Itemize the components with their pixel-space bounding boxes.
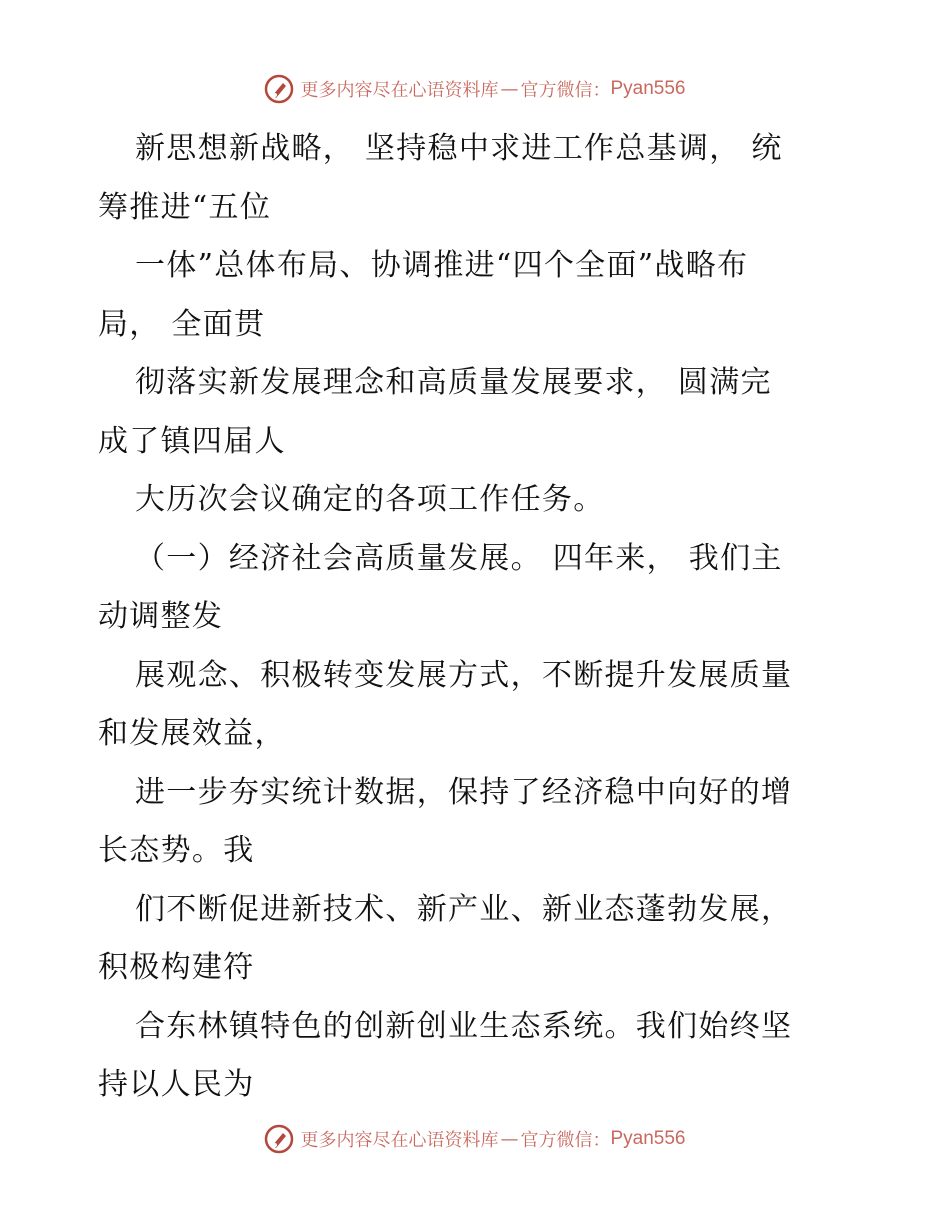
header-watermark — [0, 74, 950, 104]
watermark-account: Pyan556 — [610, 1128, 686, 1149]
paragraph-line: 合东林镇特色的创新创业生态系统。我们始终坚 — [135, 1008, 793, 1044]
paragraph-8 — [98, 881, 858, 998]
watermark-separator: — — [500, 78, 519, 100]
pen-logo-icon — [264, 74, 294, 104]
paragraph-line: 和发展效益， — [98, 716, 286, 751]
paragraph-line: 局， 全面贯 — [98, 306, 266, 342]
paragraph-4 — [98, 471, 858, 530]
paragraph-5 — [98, 530, 858, 647]
paragraph-line: 新思想新战略， 坚持稳中求进工作总基调， 统 — [135, 131, 783, 166]
paragraph-line: 筹推进“五位 — [98, 189, 272, 225]
paragraph-3 — [98, 354, 858, 471]
paragraph-line: 持以人民为 — [98, 1067, 255, 1102]
watermark-brand: 更多内容尽在心语资料库 — [300, 1130, 499, 1151]
paragraph-line: 大历次会议确定的各项工作任务。 — [135, 482, 605, 517]
paragraph-line: 动调整发 — [98, 599, 224, 634]
paragraph-1 — [98, 120, 858, 237]
watermark-separator: — — [500, 1128, 519, 1150]
paragraph-line: 成了镇四届人 — [98, 423, 286, 459]
pen-logo-icon — [264, 1124, 294, 1154]
watermark-account: Pyan556 — [610, 78, 686, 99]
paragraph-6 — [98, 647, 858, 764]
document-body — [98, 120, 858, 1115]
paragraph-line: 长态势。我 — [98, 833, 255, 868]
paragraph-line: 一体”总体布局、协调推进“四个全面”战略布 — [135, 248, 749, 283]
paragraph-line: 展观念、积极转变发展方式，不断提升发展质量 — [135, 657, 793, 693]
paragraph-line: 们不断促进新技术、新产业、新业态蓬勃发展， — [135, 891, 793, 927]
paragraph-2 — [98, 237, 858, 354]
footer-watermark — [0, 1124, 950, 1154]
paragraph-line: 进一步夯实统计数据，保持了经济稳中向好的增 — [135, 774, 793, 810]
paragraph-line: 彻落实新发展理念和高质量发展要求， 圆满完 — [135, 365, 772, 400]
watermark-label: 官方微信： — [520, 80, 611, 101]
watermark-brand: 更多内容尽在心语资料库 — [300, 80, 499, 101]
paragraph-line: 积极构建符 — [98, 950, 255, 985]
paragraph-line: （一）经济社会高质量发展。 四年来， 我们主 — [135, 540, 783, 576]
paragraph-9 — [98, 998, 858, 1115]
paragraph-7 — [98, 764, 858, 881]
watermark-label: 官方微信： — [520, 1130, 611, 1151]
